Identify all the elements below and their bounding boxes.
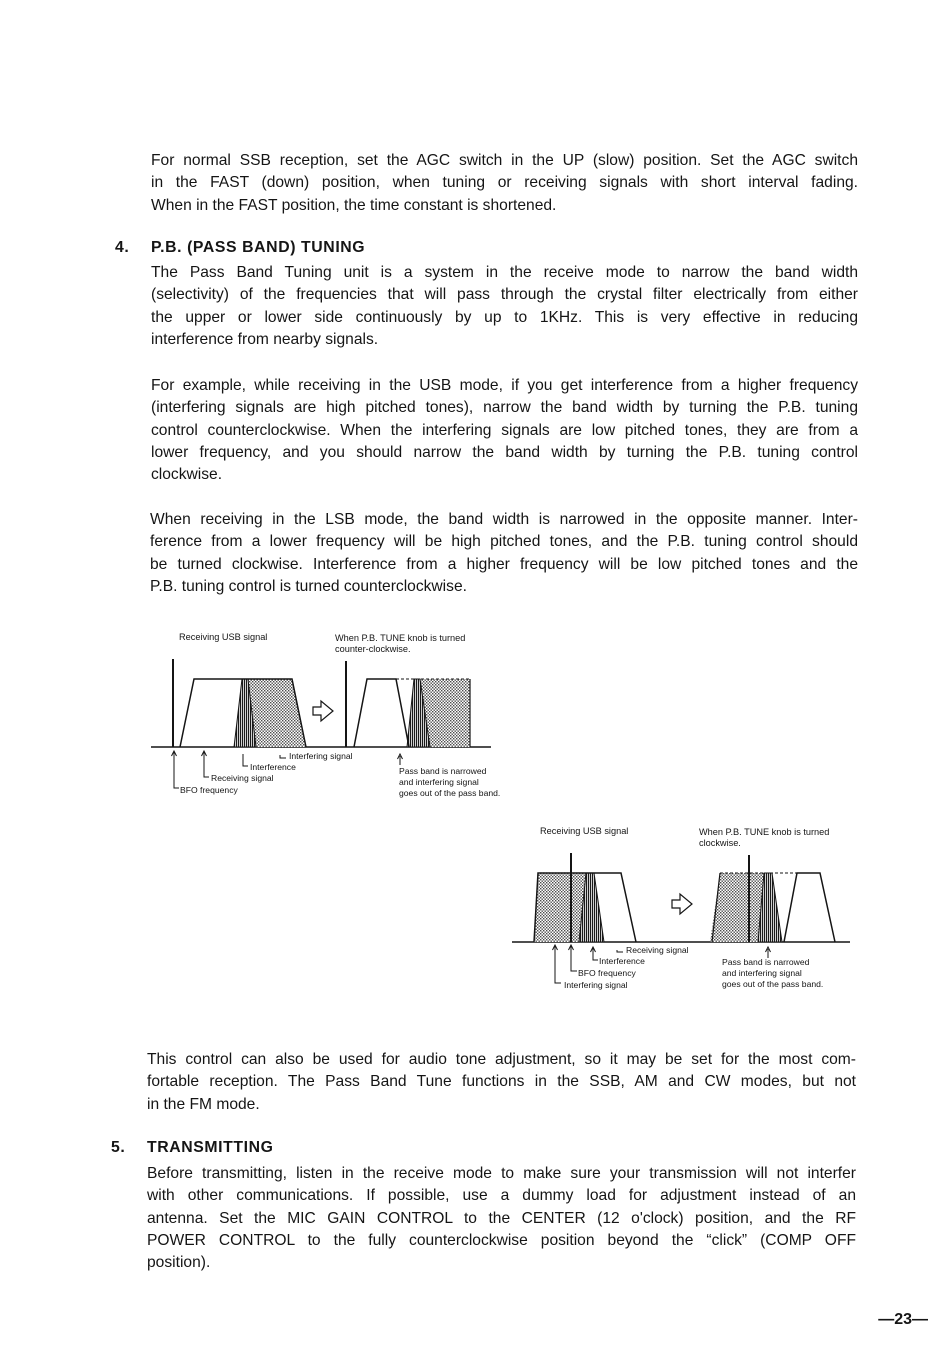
receiving-leader [617,950,623,952]
note-line-3: goes out of the pass band. [399,788,501,798]
text-line: ference from a lower frequency will be high pitched tones, and the P.B. tuning control should [150,533,858,551]
page-number: —23— [878,1311,928,1328]
section-heading-transmitting [111,1139,274,1157]
text-line: clockwise. [151,466,223,484]
interfering-signal-region [534,873,586,942]
interfering-signal-region [248,679,306,747]
diagram-2-right-title-line-2: clockwise. [699,838,741,848]
note-line-2: and interfering signal [399,777,479,787]
text-line: in the FAST (down) position, when tuning or receiving signals with short interval fading. [151,174,858,192]
section-number: 4. [115,239,130,256]
label-interfering-signal: Interfering signal [564,980,628,990]
text-line: with other communications. If possible, use a dummy load for adjustment instead of an [147,1187,856,1205]
label-interference: Interference [599,956,645,966]
label-bfo-frequency: BFO frequency [578,968,636,978]
transmitting-paragraph [147,1163,856,1274]
diagram-2 [512,826,850,990]
interfering-leader [280,755,286,758]
text-line: P.B. tuning control is turned counterclockwise. [150,577,467,595]
label-receiving-signal: Receiving signal [211,773,274,783]
bfo-leader [571,946,577,971]
section-title: TRANSMITTING [147,1139,274,1156]
text-line: antenna. Set the MIC GAIN CONTROL to the CENTER (12 o'clock) position, and the RF [147,1209,856,1227]
text-line: fortable reception. The Pass Band Tune functions in the SSB, AM and CW modes, but not [147,1073,856,1091]
note-line-3: goes out of the pass band. [722,979,824,989]
text-line: lower frequency, and you should narrow the band width by turning the P.B. tuning control [151,443,858,461]
interference-leader [243,754,248,766]
section-number: 5. [111,1139,126,1156]
diagram-1-right-title-line-1: When P.B. TUNE knob is turned [335,633,466,643]
text-line: position). [147,1254,211,1272]
section-title: P.B. (PASS BAND) TUNING [151,239,366,256]
text-line: (selectivity) of the frequencies that will pass through the crystal filter electrically from either [151,286,858,304]
text-line: This control can also be used for audio tone adjustment, so it may be set for the most com- [147,1051,856,1068]
note-line-2: and interfering signal [722,968,802,978]
text-line: For normal SSB reception, set the AGC switch in the UP (slow) position. Set the AGC switch [151,152,858,169]
interfering-leader [555,946,561,983]
interference-leader [593,948,598,960]
narrowed-pass-band-outline [784,873,835,942]
text-line: POWER CONTROL to the fully counterclockwise position beyond the “click” (COMP OFF [147,1231,856,1249]
text-line: The Pass Band Tuning unit is a system in the receive mode to narrow the band width [151,264,858,281]
text-line: interference from nearby signals. [151,330,379,348]
bfo-leader [174,752,179,788]
note-line-1: Pass band is narrowed [399,766,487,776]
label-interference: Interference [250,762,296,772]
text-line: Before transmitting, listen in the receive mode to make sure your transmission will not interfer [147,1165,856,1182]
text-line: control counterclockwise. When the interfering signals are low pitched tones, they are from a [151,421,858,439]
text-line: When receiving in the LSB mode, the band width is narrowed in the opposite manner. Inter- [150,511,858,528]
narrowed-pass-band-outline [354,679,409,747]
text-line: (interfering signals are high pitched tones), narrow the band width by turning the P.B. tuning [151,399,858,417]
text-line: in the FM mode. [147,1095,260,1113]
text-line: the upper or lower side continuously by up to 1KHz. This is very effective in reducing [151,308,858,326]
label-interfering-signal: Interfering signal [289,751,353,761]
text-line: For example, while receiving in the USB mode, if you get interference from a higher frequency [151,377,858,394]
text-line: When in the FAST position, the time constant is shortened. [151,196,557,214]
label-receiving-signal: Receiving signal [626,945,689,955]
right-arrow-icon [313,701,333,721]
note-line-1: Pass band is narrowed [722,957,810,967]
text-line: be turned clockwise. Interference from a higher frequency will be low pitched tones and the [150,555,858,573]
audio-tone-paragraph [147,1049,856,1116]
diagram-1-left-title: Receiving USB signal [179,632,268,642]
right-arrow-icon [672,894,692,914]
label-bfo-frequency: BFO frequency [180,785,238,795]
diagram-1-right-title-line-2: counter-clockwise. [335,644,411,654]
diagram-1 [151,632,500,798]
diagram-2-left-title: Receiving USB signal [540,826,629,836]
diagram-2-right-title-line-1: When P.B. TUNE knob is turned [699,827,830,837]
